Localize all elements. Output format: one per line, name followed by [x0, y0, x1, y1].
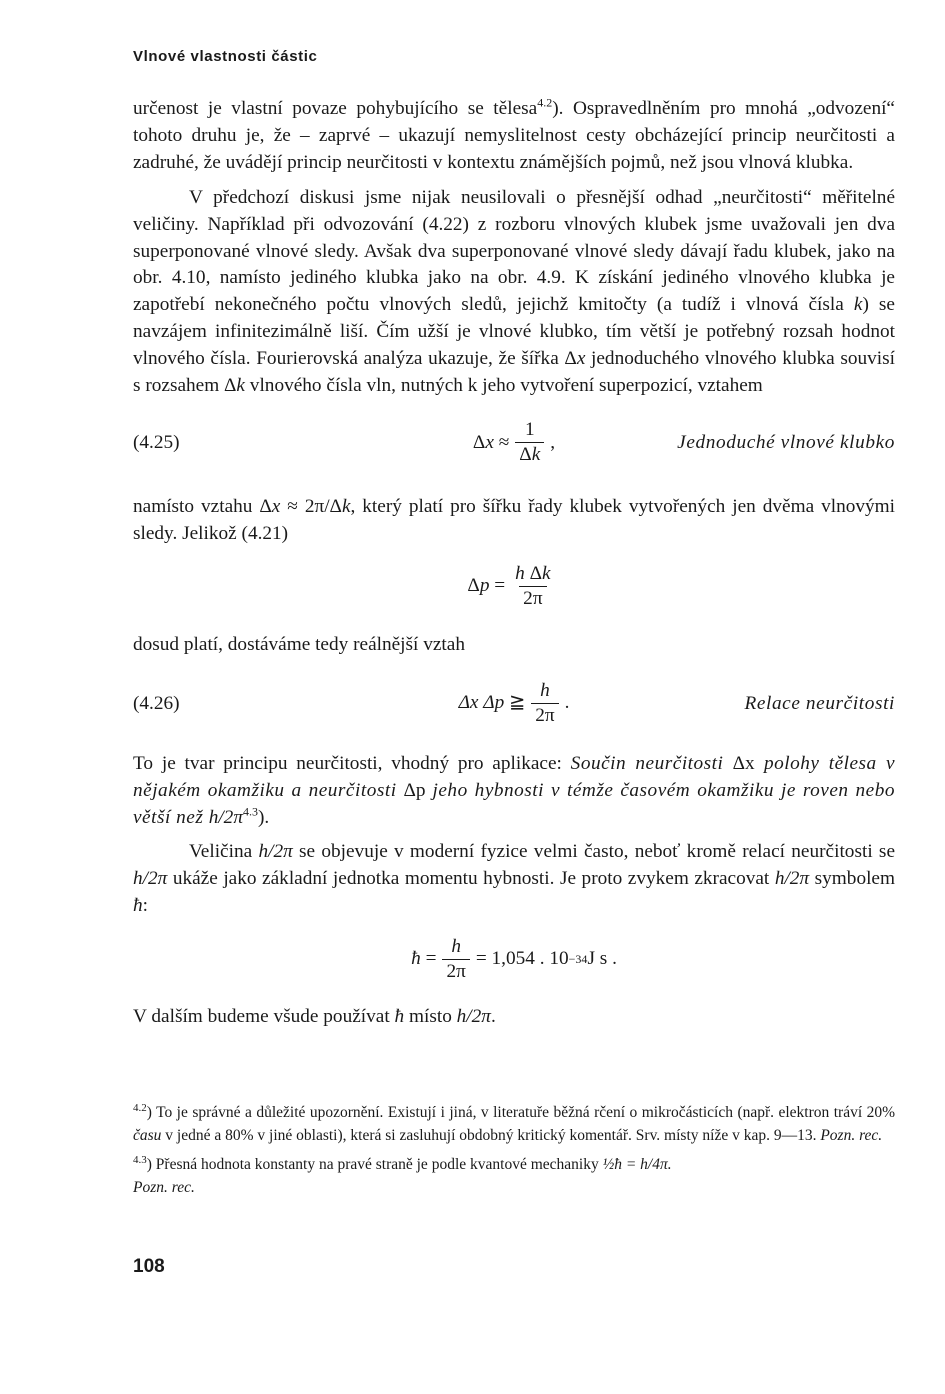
fraction: $\frac{\text{h Δk}}{2\pi}$ — [515, 563, 551, 610]
page-number: 108 — [133, 1256, 165, 1277]
fraction: $\frac{h}{2\pi}$ — [442, 935, 469, 984]
footnote-ref-4-3: 4.3 — [243, 804, 258, 819]
equation-4-26: (4.26) Δx Δp ≧ $\frac{h}{2\pi}$ . Relace neurčitosti — [133, 680, 895, 727]
paragraph-7: V dalším budeme všude používat ħ místo h/2π. — [133, 1006, 496, 1028]
main-text — [133, 96, 895, 1031]
equation-4-25: (4.25) Δ x ≈ $\frac{1}{\Delta k}$ , Jednoduché vlnové klubko — [133, 419, 895, 466]
running-head: Vlnové vlastnosti částic — [133, 48, 318, 65]
equation-label: Jednoduché vlnové klubko — [677, 431, 895, 453]
footnote-4-2: $^{4.2}$) To je správné a důležité upozornění. Existují i jiná, v literatuře běžná rčení o mikročásticích (např. elektron tráví 20% času v jedné a 80% v jiné oblasti), která si zasluhují obdobný kritický komentář. Srv. místy níže v kap. 9—13. Pozn. rec. — [133, 1101, 895, 1144]
paragraph-4: dosud platí, dostáváme tedy reálnější vztah — [133, 633, 465, 655]
equation-hbar: ħ = $\frac{h}{2\pi}$ = 1,054 . 10 −34 J s . — [411, 935, 617, 982]
paragraph-2: V předchozí diskusi jsme nijak neusilovali o přesnější odhad „neurčitosti“ měřitelné veličiny. Například při odvozování (4.22) z rozboru vlnových klubek jsme uvažovali jen dva superponované vlnové sledy. Avšak dva superponované vlnové sledy dávají řadu klubek, jako na obr. 4.10, namísto jediného klubka jako na obr. 4.9. K získání jediného vlnového klubka je zapotřebí nekonečného počtu vlnových sledů, jejichž kmitočty (a tudíž i vlnová čísla k) se navzájem infinitezimálně liší. Čím užší je vlnové klubko, tím větší je potřebný rozsah hodnot vlnového čísla. Fourierovská analýza ukazuje, že šířka Δx jednoduchého vlnového klubka souvisí s rozsahem Δk vlnového čísla vln, nutných k jeho vytvoření superpozicí, vztahem — [133, 186, 895, 397]
equation-number: (4.26) — [133, 692, 180, 714]
equation-label: Relace neurčitosti — [744, 692, 895, 714]
footnote-ref-4-2: 4.2 — [537, 95, 553, 110]
paragraph-5: To je tvar principu neurčitosti, vhodný pro aplikace: Součin neurčitosti Δx polohy tělesa v nějakém okamžiku a neurčitosti Δp jeho hybnosti v témže časovém okamžiku je roven nebo větší než $h/2\pi^{4.3}$). — [133, 752, 896, 828]
paragraph-6: Veličina h/2π se objevuje v moderní fyzice velmi často, neboť kromě relací neurčitosti se h/2π ukáže jako základní jednotka momentu hybnosti. Je proto zvykem zkracovat h/2π symbolem ħ: — [133, 841, 895, 917]
equation-number: (4.25) — [133, 431, 180, 453]
fraction: $\frac{h}{2\pi}$ — [531, 679, 558, 728]
equation-delta-p: Δ p = $\frac{\text{h Δk}}{2\pi}$ — [133, 554, 895, 620]
footnote-4-3: $^{4.3}$) Přesná hodnota konstanty na pravé straně je podle kvantové mechaniky ½ħ = h/4π. Pozn. rec. — [133, 1153, 672, 1196]
paragraph-3: namísto vztahu Δx ≈ 2π/Δk, který platí pro šířku řady klubek vytvořených jen dvěma vlnovými sledy. Jelikož (4.21) — [133, 495, 895, 544]
footnotes — [133, 1101, 895, 1205]
paragraph-1: určenost je vlastní povaze pohybujícího se tělesa$^{4.2}$). Ospravedlněním pro mnohá „odvození“ tohoto druhu je, že – zaprvé – ukazují nemyslitelnost cesty obcházející princip neurčitosti a zadruhé, že uvádějí princip neurčitosti v kontextu známějších pojmů, než jsou vlnová klubka. — [133, 95, 895, 173]
fraction: $\frac{1}{\Delta k}$ — [515, 418, 544, 467]
